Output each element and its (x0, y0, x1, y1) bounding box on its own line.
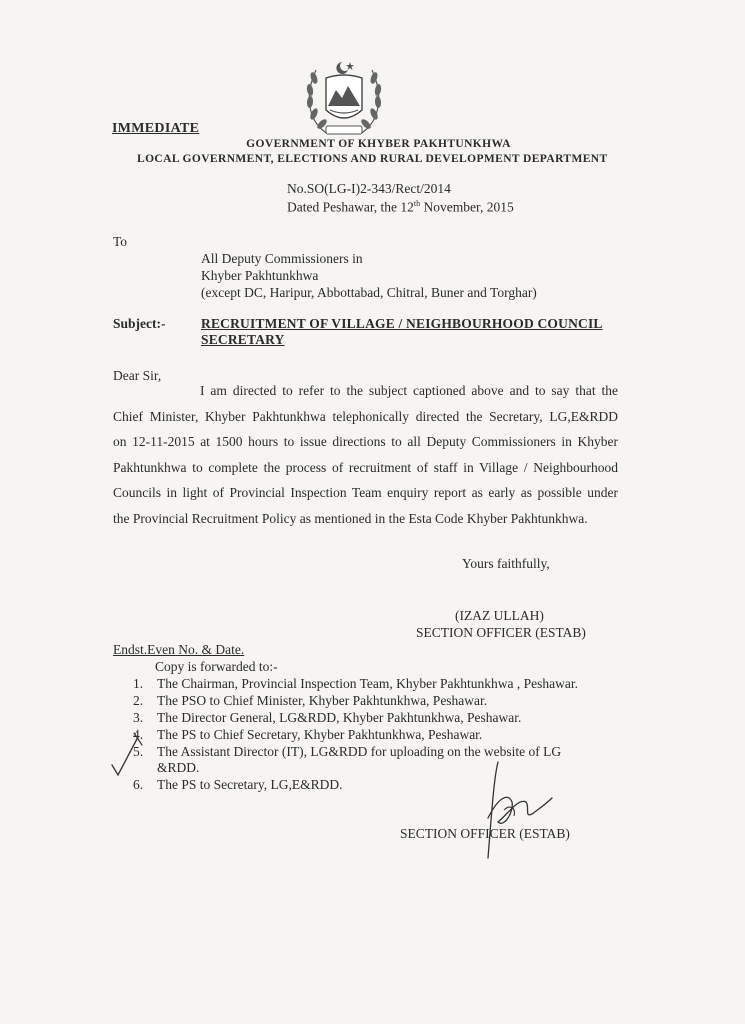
subject-label: Subject:- (113, 316, 166, 331)
endorsement-signatory: SECTION OFFICER (ESTAB) (400, 826, 570, 841)
list-item: 3. The Director General, LG&RDD, Khyber Pakhtunkhwa, Peshawar. (133, 710, 522, 725)
list-item: 4. The PS to Chief Secretary, Khyber Pakhtunkhwa, Peshawar. (133, 727, 483, 742)
priority-marker: IMMEDIATE (112, 121, 200, 136)
department-heading: LOCAL GOVERNMENT, ELECTIONS AND RURAL DEVELOPMENT DEPARTMENT (137, 153, 608, 165)
valediction: Yours faithfully, (462, 556, 550, 571)
list-item: 1. The Chairman, Provincial Inspection Team, Khyber Pakhtunkhwa , Peshawar. (133, 676, 578, 691)
signature-icon (468, 758, 558, 868)
body-line: on 12-11-2015 at 1500 hours to issue directions to all Deputy Commissioners in Khyber (113, 434, 618, 449)
government-emblem-icon (298, 56, 390, 140)
body-line: Pakhtunkhwa to complete the process of recruitment of staff in Village / Neighbourhood (113, 459, 618, 475)
body-paragraph (113, 378, 618, 531)
signatory-title: SECTION OFFICER (ESTAB) (416, 625, 586, 640)
to-label: To (113, 234, 128, 249)
reference-number: No.SO(LG-I)2-343/Rect/2014 (287, 181, 451, 196)
body-line: the Provincial Recruitment Policy as mentioned in the Esta Code Khyber Pakhtunkhwa. (113, 510, 588, 526)
list-item: 6. The PS to Secretary, LG,E&RDD. (133, 777, 343, 792)
subject-text: RECRUITMENT OF VILLAGE / NEIGHBOURHOOD COUNCIL SECRETARY (201, 316, 603, 347)
date-line: Dated Peshawar, the 12th November, 2015 (287, 199, 514, 215)
list-item: &RDD. (157, 760, 200, 775)
copy-forward-line: Copy is forwarded to:- (155, 659, 278, 674)
signatory-name: (IZAZ ULLAH) (455, 608, 544, 623)
endorsement-label: Endst.Even No. & Date. (113, 642, 245, 657)
government-heading: GOVERNMENT OF KHYBER PAKHTUNKHWA (246, 138, 511, 150)
body-line: Councils in light of Provincial Inspection Team enquiry report as early as possible under (113, 485, 618, 500)
list-item: 5. The Assistant Director (IT), LG&RDD for uploading on the website of LG (133, 744, 562, 759)
recipient-line: All Deputy Commissioners in (201, 251, 363, 266)
list-item: 2. The PSO to Chief Minister, Khyber Pakhtunkhwa, Peshawar. (133, 693, 488, 708)
recipient-line: Khyber Pakhtunkhwa (201, 268, 319, 283)
check-mark-icon (108, 731, 148, 781)
salutation: Dear Sir, (113, 368, 162, 383)
body-line: I am directed to refer to the subject captioned above and to say that the (200, 383, 618, 398)
body-line: Chief Minister, Khyber Pakhtunkhwa telephonically directed the Secretary, LG,E&RDD (113, 408, 618, 424)
recipient-line: (except DC, Haripur, Abbottabad, Chitral, Buner and Torghar) (201, 285, 537, 300)
